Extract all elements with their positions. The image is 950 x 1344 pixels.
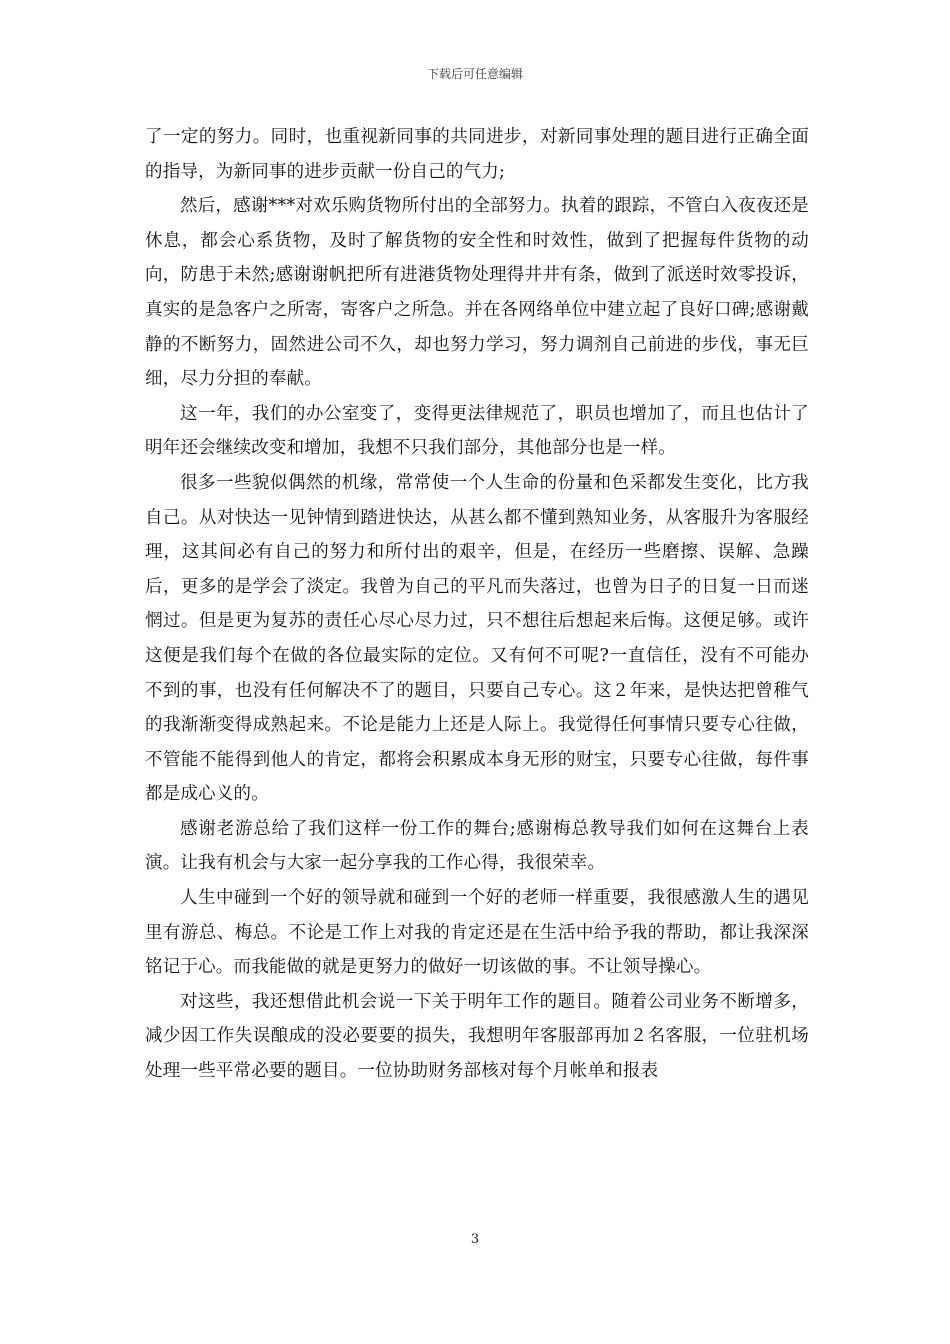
document-body (145, 120, 809, 1089)
paragraph-good-leader: 人生中碰到一个好的领导就和碰到一个好的老师一样重要，我很感激人生的遇见里有游总、梅总。不论是工作上对我的肯定还是在生活中给予我的帮助，都让我深深铭记于心。而我能做的就是更努力的做好一切该做的事。不让领导操心。 (145, 888, 809, 978)
paragraph-thanks-colleagues: 然后，感谢***对欢乐购货物所付出的全部努力。执着的跟踪，不管白入夜夜还是休息，都会心系货物，及时了解货物的安全性和时效性，做到了把握每件货物的动向，防患于未然;感谢谢帆把所有进港货物处理得井井有条，做到了派送时效零投诉，真实的是急客户之所寄，寄客户之所急。并在各网络单位中建立起了良好口碑;感谢戴静的不断努力，固然进公司不久，却也努力学习，努力调剂自己前进的步伐，事无巨细，尽力分担的奉献。 (145, 196, 809, 390)
paragraph-next-year-plan: 对这些，我还想借此机会说一下关于明年工作的题目。随着公司业务不断增多，减少因工作失误酿成的没必要要的损失，我想明年客服部再加２名客服，一位驻机场处理一些平常必要的题目。一位协助财务部核对每个月帐单和报表 (145, 991, 809, 1082)
paragraph-thanks-leaders: 感谢老游总给了我们这样一份工作的舞台;感谢梅总教导我们如何在这舞台上表演。让我有机会与大家一起分享我的工作心得，我很荣幸。 (145, 818, 809, 874)
paragraph-continuation: 了一定的努力。同时，也重视新同事的共同进步，对新同事处理的题目进行正确全面的指导，为新同事的进步贡献一份自己的气力; (145, 127, 809, 182)
paragraph-office-change: 这一年，我们的办公室变了，变得更法律规范了，职员也增加了，而且也估计了明年还会继续改变和增加，我想不只我们部分，其他部分也是一样。 (145, 403, 809, 459)
paragraph-personal-growth: 很多一些貌似偶然的机缘，常常使一个人生命的份量和色采都发生变化，比方我自己。从对快达一见钟情到踏进快达，从甚么都不懂到熟知业务，从客服升为客服经理，这其间必有自己的努力和所付出的艰辛，但是，在经历一些磨擦、误解、急躁后，更多的是学会了淡定。我曾为自己的平凡而失落过，也曾为日子的日复一日而迷惘过。但是更为复苏的责任心尽心尽力过，只不想往后想起来后悔。这便足够。或许这便是我们每个在做的各位最实际的定位。又有何不可呢?一直信任，没有不可能办不到的事，也没有任何解决不了的题目，只要自己专心。这２年来，是快达把曾稚气的我渐渐变得成熟起来。不论是能力上还是人际上。我觉得任何事情只要专心往做，不管能不能得到他人的肯定，都将会积累成本身无形的财宝，只要专心往做，每件事都是成心义的。 (145, 472, 809, 805)
page-number: 3 (470, 1232, 480, 1247)
page-header: 下载后可任意编辑 (426, 67, 523, 81)
